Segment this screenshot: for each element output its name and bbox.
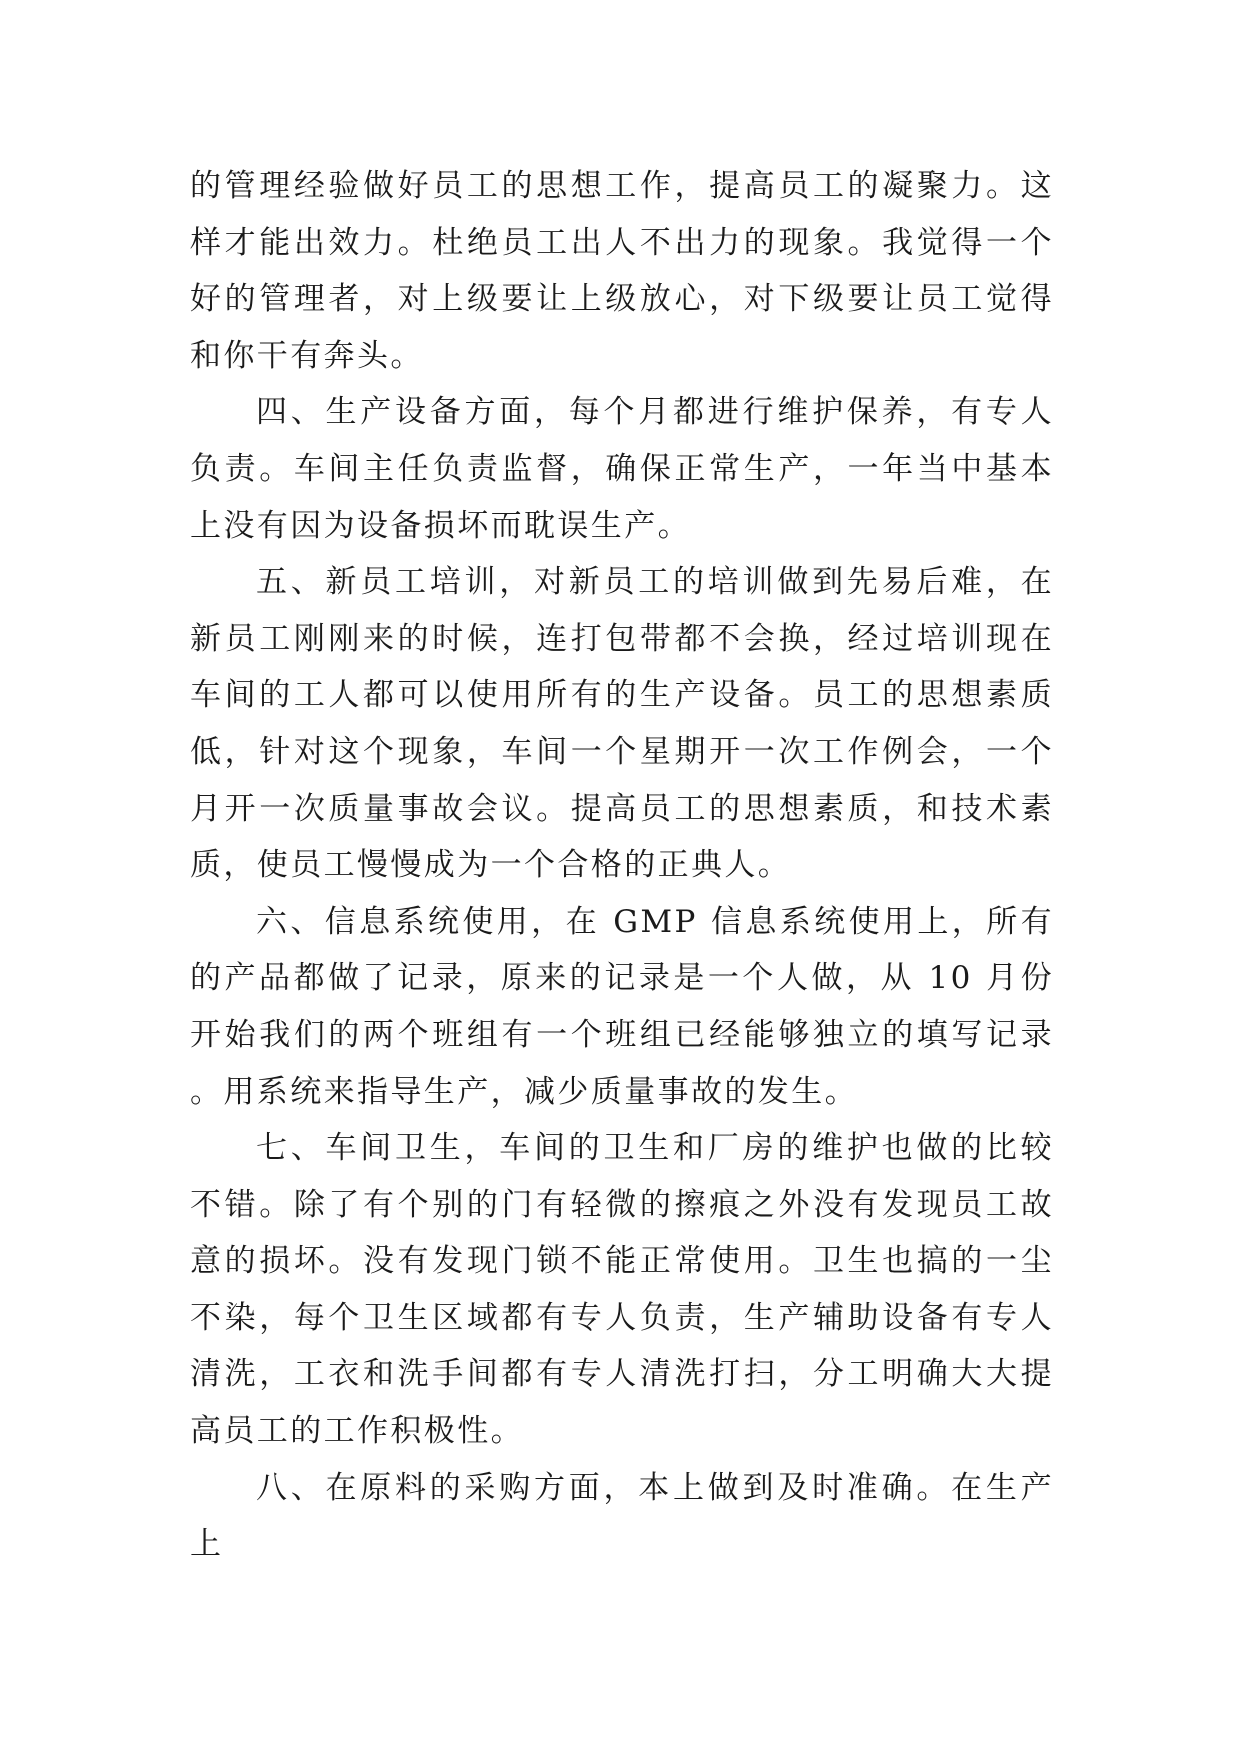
document-body [190, 158, 1054, 1573]
paragraph-section-4-equipment: 四、生产设备方面，每个月都进行维护保养，有专人负责。车间主任负责监督，确保正常生产，一年当中基本上没有因为设备损坏而耽误生产。 [190, 394, 1054, 544]
paragraph-section-7-hygiene: 七、车间卫生，车间的卫生和厂房的维护也做的比较不错。除了有个别的门有轻微的擦痕之外没有发现员工故意的损坏。没有发现门锁不能正常使用。卫生也搞的一尘不染，每个卫生区域都有专人负责，生产辅助设备有专人清洗，工衣和洗手间都有专人清洗打扫，分工明确大大提高员工的工作积极性。 [190, 1130, 1054, 1450]
paragraph-section-6-information-system: 六、信息系统使用，在 GMP 信息系统使用上，所有的产品都做了记录，原来的记录是一个人做，从 10 月份开始我们的两个班组有一个班组已经能够独立的填写记录。用系统来指导生产，减少质量事故的发生。 [190, 903, 1054, 1110]
paragraph-section-5-training: 五、新员工培训，对新员工的培训做到先易后难，在新员工刚刚来的时候，连打包带都不会换，经过培训现在车间的工人都可以使用所有的生产设备。员工的思想素质低，针对这个现象，车间一个星期开一次工作例会，一个月开一次质量事故会议。提高员工的思想素质，和技术素质，使员工慢慢成为一个合格的正典人。 [190, 564, 1054, 884]
paragraph-section-8-procurement: 八、在原料的采购方面，本上做到及时准确。在生产上 [190, 1469, 1054, 1563]
paragraph-continuation-management: 的管理经验做好员工的思想工作，提高员工的凝聚力。这样才能出效力。杜绝员工出人不出力的现象。我觉得一个好的管理者，对上级要让上级放心，对下级要让员工觉得和你干有奔头。 [190, 168, 1054, 374]
